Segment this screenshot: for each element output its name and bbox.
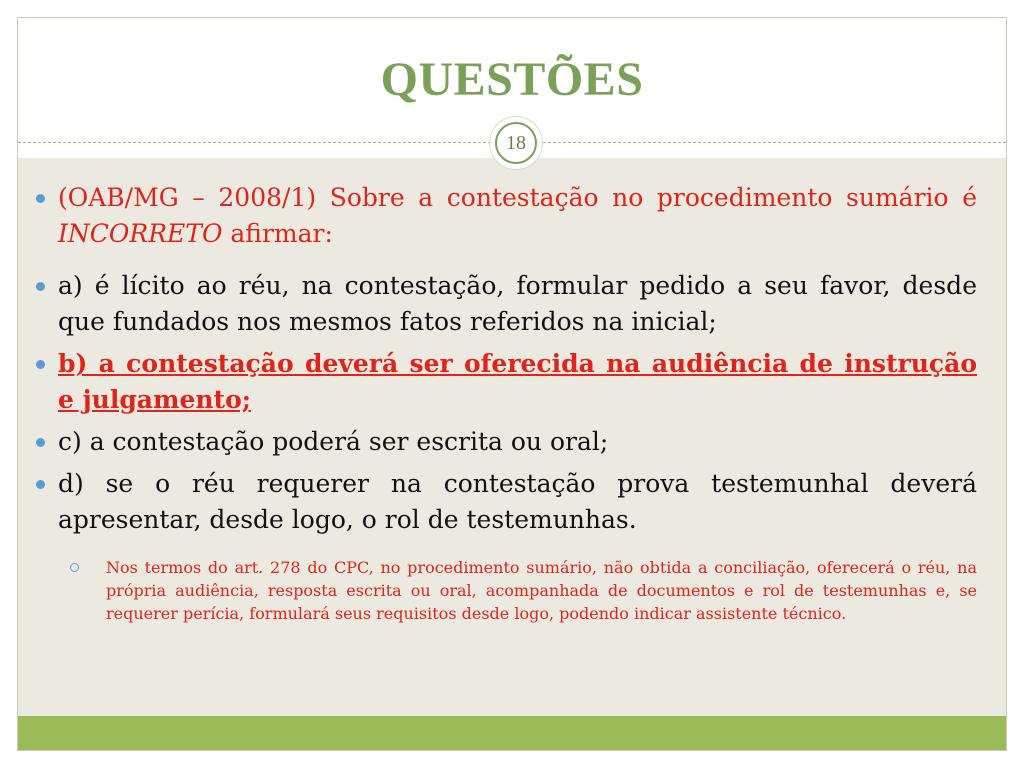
bullet-icon xyxy=(36,194,45,203)
question-prefix: (OAB/MG – 2008/1) Sobre a contestação no procedimento sumário é xyxy=(58,183,977,212)
option-a-text: a) é lícito ao réu, na contestação, formular pedido a seu favor, desde que fundados nos mesmos fatos referidos na inicial; xyxy=(58,271,977,336)
bullet-icon xyxy=(36,360,45,369)
option-d xyxy=(35,466,977,538)
option-a xyxy=(35,268,977,340)
bullet-icon xyxy=(36,438,45,447)
bullet-icon xyxy=(36,480,45,489)
slide-title: QUESTÕES xyxy=(380,53,644,106)
question-item xyxy=(35,180,977,252)
slide-content xyxy=(35,180,977,625)
question-emphasis: INCORRETO xyxy=(58,219,223,248)
option-b-text: b) a contestação deverá ser oferecida na audiência de instrução e julgamento; xyxy=(58,349,977,414)
option-b-answer xyxy=(35,346,977,418)
option-d-text: d) se o réu requerer na contestação prova testemunhal deverá apresentar, desde logo, o rol de testemunhas. xyxy=(58,469,977,534)
explanation-note xyxy=(70,556,977,625)
footer-bar xyxy=(18,716,1006,750)
explanation-text: Nos termos do art. 278 do CPC, no procedimento sumário, não obtida a conciliação, oferecerá o réu, na própria audiência, resposta escrita ou oral, acompanhada de documentos e rol de testemunhas e, se requerer perícia, formulará seus requisitos desde logo, podendo indicar assistente técnico. xyxy=(106,558,977,623)
page-number-badge xyxy=(489,116,543,170)
option-c xyxy=(35,424,977,460)
question-suffix: afirmar: xyxy=(222,219,333,248)
page-number: 18 xyxy=(495,122,537,164)
circle-bullet-icon xyxy=(70,563,79,572)
option-c-text: c) a contestação poderá ser escrita ou oral; xyxy=(58,427,609,456)
bullet-icon xyxy=(36,282,45,291)
